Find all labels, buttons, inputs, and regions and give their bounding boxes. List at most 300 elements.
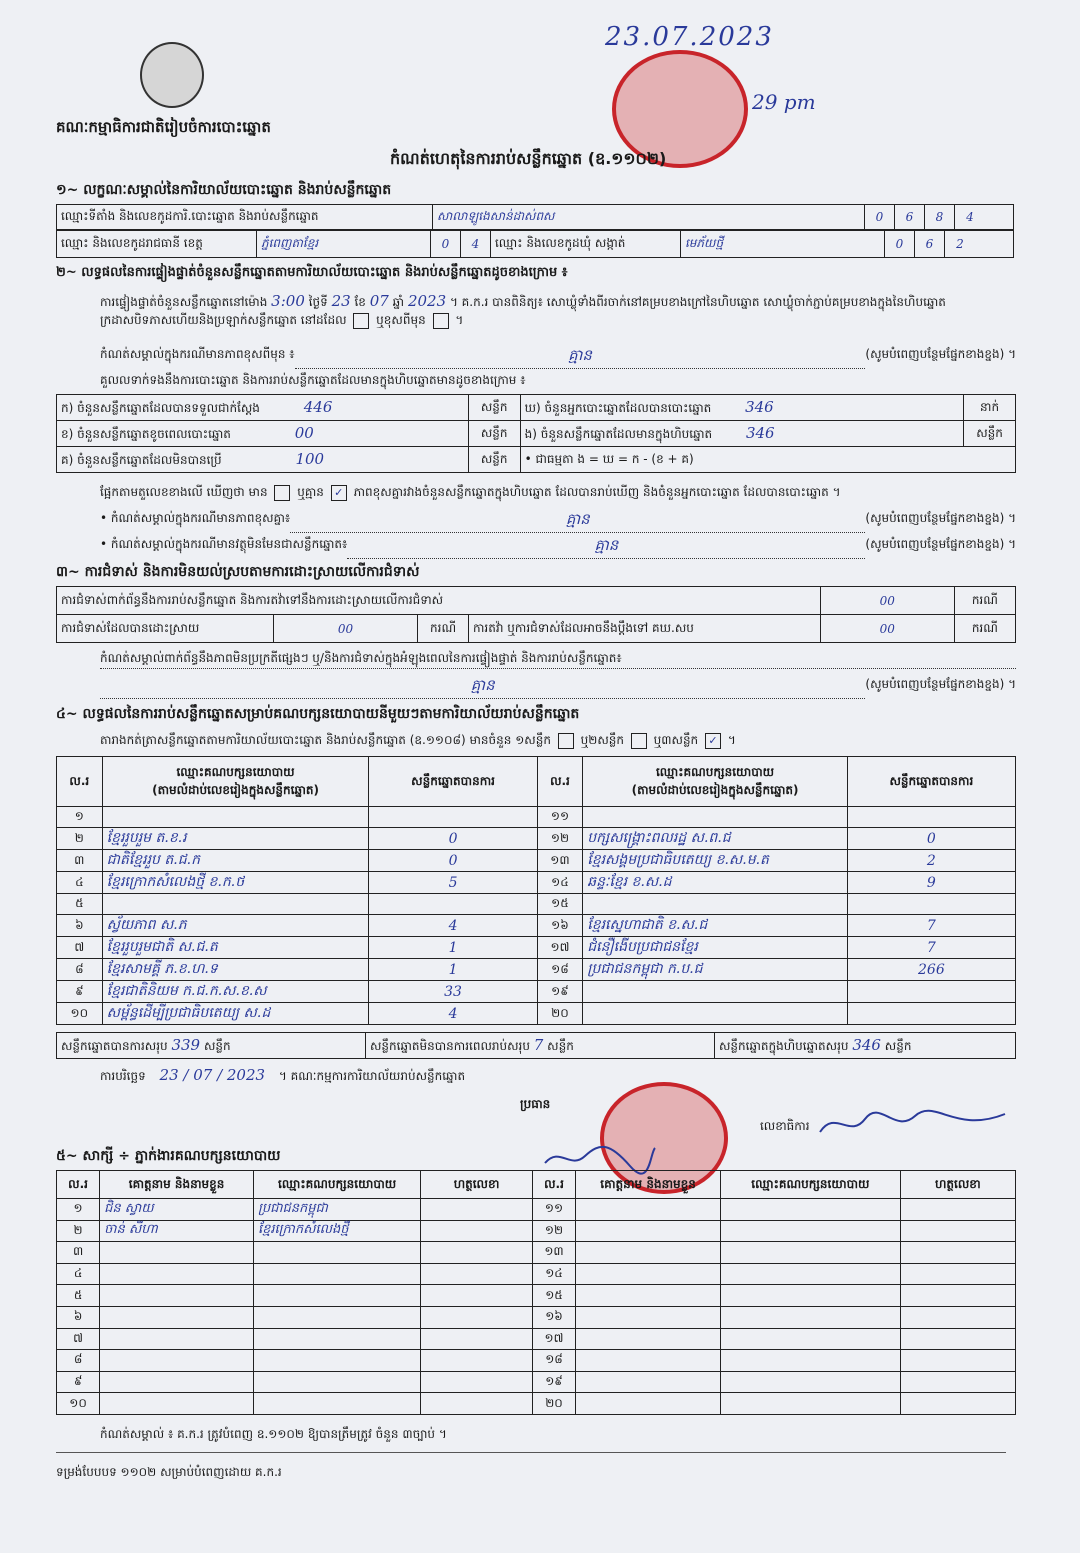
row-number: ៧ <box>57 1328 100 1350</box>
station-name: សាលាឡូងេសាន់ដាស់ពស <box>433 205 865 229</box>
committee-label: ។ គណៈកម្មការការិយាល័យរាប់សន្លឹកឆ្នោត <box>278 1069 466 1083</box>
party-name: ប្រជាជនកម្ពុជា ក.ប.ជ <box>583 959 848 981</box>
section2-heading: ២~ លទ្ធផលនៃការផ្ទៀងផ្ទាត់ចំនួនសន្លឹកឆ្នោតតាមការិយាល័យបោះឆ្នោត និងរាប់សន្លឹកឆ្នោតដូចខាងក្រោម ៖ <box>56 265 568 280</box>
witness-name: ចាន់ សីហា <box>100 1220 254 1242</box>
witness-party[interactable] <box>721 1242 901 1264</box>
witness-name <box>100 1393 254 1415</box>
witness-party <box>254 1285 421 1307</box>
row-number: ២០ <box>532 1393 575 1415</box>
verification-day: 23 <box>331 292 351 310</box>
section4-heading: ៤~ លទ្ធផលនៃការរាប់សន្លឹកឆ្នោតសម្រាប់គណបក្សនយោបាយនីមួយៗតាមការិយាល័យរាប់សន្លឹកឆ្នោត <box>56 706 580 722</box>
row-number: ១៤ <box>537 872 583 894</box>
witness-signature[interactable] <box>421 1350 533 1372</box>
witness-party: ខ្មែរក្រោកសំលេងថ្មី <box>254 1220 421 1242</box>
objection-note-value: គ្មាន <box>100 676 865 699</box>
col-votes: សន្លឹកឆ្នោតបានការ <box>847 757 1015 807</box>
witness-name[interactable] <box>576 1263 721 1285</box>
secretary-label: លេខាធិការ <box>760 1119 810 1133</box>
commune-label: ឈ្មោះ និងលេខកូដឃុំ សង្កាត់ <box>491 231 681 257</box>
witness-name <box>100 1328 254 1350</box>
table-row <box>57 421 1016 447</box>
party-name: ជាតិខ្មែររួប ត.ជ.ក <box>102 850 369 872</box>
vote-count: 9 <box>847 872 1015 894</box>
checkbox-broken[interactable] <box>433 313 449 329</box>
party-name <box>583 981 848 1003</box>
unit: ករណី <box>418 615 469 643</box>
witness-signature[interactable] <box>421 1285 533 1307</box>
party-name <box>102 807 369 828</box>
vote-count <box>847 894 1015 915</box>
nec-logo <box>140 42 204 108</box>
table-header-row <box>57 757 1016 807</box>
vote-count: 7 <box>847 915 1015 937</box>
label-or-broken: ឬខុសពីមុន <box>376 313 426 327</box>
witness-party <box>254 1242 421 1264</box>
foreign-note-value: គ្មាន <box>347 536 865 559</box>
witness-signature[interactable] <box>421 1328 533 1350</box>
row-number: ៨ <box>57 1350 100 1372</box>
witness-signature[interactable] <box>900 1306 1015 1328</box>
province-code-digit: 4 <box>461 231 491 257</box>
vote-count: 0 <box>369 828 537 850</box>
station-code-digit: 0 <box>865 205 895 229</box>
row-number: ៥ <box>57 1285 100 1307</box>
row-number: ៨ <box>57 959 103 981</box>
table-row <box>57 1003 1016 1025</box>
total-invalid-label: សន្លឹកឆ្នោតមិនបានការពេលរាប់សរុប <box>370 1038 530 1053</box>
verification-text-c: ខែ <box>354 295 366 309</box>
result-intro: គួលលទាក់ទងនឹងការបោះឆ្នោត និងការរាប់សន្លឹកឆ្នោតដែលមានក្នុងហិបឆ្នោតមានដូចខាងក្រោម ៖ <box>100 373 526 387</box>
witness-signature[interactable] <box>900 1220 1015 1242</box>
vote-count <box>847 981 1015 1003</box>
totals-table <box>56 1032 1016 1059</box>
checkbox-no-difference[interactable]: ✓ <box>331 485 347 501</box>
station-code-digit: 6 <box>895 205 925 229</box>
formula: • ជាធម្មតា ង = ឃ = ក - (ខ + គ) <box>520 447 1015 473</box>
seal-note-label: កំណត់សម្គាល់ក្នុងករណីមានភាពខុសពីមុន ៖ <box>100 347 295 361</box>
verification-time: 3:00 <box>271 292 305 310</box>
row-number: ១ <box>57 1199 100 1221</box>
total-box-label: សន្លឹកឆ្នោតក្នុងហិបឆ្នោតសរុប <box>719 1038 849 1053</box>
table-row <box>57 1220 1016 1242</box>
witness-party <box>254 1350 421 1372</box>
witness-party <box>254 1306 421 1328</box>
objection-row3-value: 00 <box>820 615 954 643</box>
row-number: ២ <box>57 828 103 850</box>
table-cell <box>57 421 469 447</box>
table-row <box>57 850 1016 872</box>
table-row <box>57 1350 1016 1372</box>
row-number: ៧ <box>57 937 103 959</box>
sheet-count-line: តារាងកត់ត្រាសន្លឹកឆ្នោតតាមការិយាល័យបោះឆ្នោត និងរាប់សន្លឹកឆ្នោត (ឧ.១១០៨) មានចំនួន ១សន្លឹក ឬ២សន្លឹក ឬ៣សន្លឹក ✓ ។ <box>100 733 736 747</box>
vote-count: 1 <box>369 937 537 959</box>
unit: សន្លឹក <box>203 1038 231 1053</box>
row-number: ១៣ <box>537 850 583 872</box>
table-row <box>57 915 1016 937</box>
col-name: គោត្តនាម និងនាមខ្លួន <box>100 1171 254 1199</box>
verification-year: 2023 <box>407 292 447 310</box>
objection-row2-label: ការជំទាស់ដែលបានដោះស្រាយ <box>57 615 274 643</box>
label-two-sheets: ឬ២សន្លឹក <box>580 733 624 747</box>
col-no: ល.រ <box>57 1171 100 1199</box>
witness-signature[interactable] <box>900 1371 1015 1393</box>
row-number: ២ <box>57 1220 100 1242</box>
witness-party <box>254 1393 421 1415</box>
row-number: ៣ <box>57 1242 100 1264</box>
table-row <box>57 1328 1016 1350</box>
col-name: គោត្តនាម និងនាមខ្លួន <box>576 1171 721 1199</box>
witness-name <box>100 1306 254 1328</box>
total-box-value: 346 <box>852 1035 881 1054</box>
witness-name <box>100 1350 254 1372</box>
party-name: ខ្មែរស្នេហាជាតិ ខ.ស.ជ <box>583 915 848 937</box>
vote-count: 4 <box>369 1003 537 1025</box>
sheet-count-intro: តារាងកត់ត្រាសន្លឹកឆ្នោតតាមការិយាល័យបោះឆ្នោត និងរាប់សន្លឹកឆ្នោត (ឧ.១១០៨) មានចំនួន ១សន្លឹក <box>100 733 551 747</box>
table-row <box>57 1033 1016 1059</box>
table-row <box>57 1393 1016 1415</box>
objection-row1-label: ការជំទាស់ពាក់ព័ន្ធនឹងការរាប់សន្លឹកឆ្នោត និងការតវ៉ាទៅនឹងការដោះស្រាយលើការជំទាស់ <box>57 587 821 615</box>
witness-party[interactable] <box>721 1220 901 1242</box>
d-label: ឃ) ចំនួនអ្នកបោះឆ្នោតដែលបានបោះឆ្នោត <box>524 400 712 415</box>
witness-name: ជិន ស្វាយ <box>100 1199 254 1221</box>
a-value: 446 <box>303 397 333 416</box>
table-cell <box>520 395 964 421</box>
commune-code-digit: 0 <box>885 231 915 257</box>
row-number: ១៤ <box>532 1263 575 1285</box>
col-party-title: ឈ្មោះគណបក្សនយោបាយ <box>176 764 295 779</box>
row-number: ១២ <box>532 1220 575 1242</box>
objection-note-line <box>100 676 1016 699</box>
fill-note: (សូមបំពេញបន្ថែមផ្នែកខាងខ្នង) ។ <box>865 677 1016 691</box>
foreign-note-label: • កំណត់សម្គាល់ក្នុងករណីមានវត្ថុមិនមែនជាសន្លឹកឆ្នោត៖ <box>100 537 348 551</box>
col-no: ល.រ <box>532 1171 575 1199</box>
witness-table <box>56 1170 1016 1415</box>
checkbox-three-sheets[interactable]: ✓ <box>705 733 721 749</box>
time-note: 29 pm <box>752 90 816 114</box>
row-number: ១៥ <box>537 894 583 915</box>
row-number: ១១ <box>532 1199 575 1221</box>
party-name: ខ្មែរសង្គមប្រជាធិបតេយ្យ ខ.ស.ម.ត <box>583 850 848 872</box>
diff-note-value: គ្មាន <box>290 510 865 533</box>
table-row <box>57 807 1016 828</box>
total-invalid-value: 7 <box>533 1035 544 1054</box>
vote-count: 7 <box>847 937 1015 959</box>
witness-name[interactable] <box>576 1199 721 1221</box>
party-name: សម្ព័ន្ធដើម្បីប្រជាធិបតេយ្យ ស.ដ <box>102 1003 369 1025</box>
witness-name <box>100 1263 254 1285</box>
witness-party <box>254 1328 421 1350</box>
verification-text: ការផ្ទៀងផ្ទាត់ចំនួនសន្លឹកឆ្នោតនៅម៉ោង 3:00 ថ្ងៃទី 23 ខែ 07 ឆ្នាំ 2023 ។ គ.ក.រ បានពិនិត្យ៖ សោឃ្លុំទាំងពីរចាក់នៅគម្របខាងក្រៅនៃហិបឆ្នោត សោឃ្លុំចាក់ភ្ជាប់គម្របខាងក្នុងនៃហិបឆ្នោត ក្រដាសបិទភាសហើយនិងប្រឡាក់សន្លឹកឆ្នោត នៅដដែល ឬខុសពីមុន ។ <box>100 292 946 327</box>
objection-note-label: កំណត់សម្គាល់ពាក់ព័ន្ធនឹងភាពមិនប្រក្រតីផ្សេងៗ ឬ/និងការជំទាស់ក្នុងអំឡុងពេលនៃការផ្ទៀងផ្ទាត់ និងការរាប់សន្លឹកឆ្នោត៖ <box>100 650 1016 669</box>
row-number: ៦ <box>57 1306 100 1328</box>
witness-signature[interactable] <box>900 1393 1015 1415</box>
row-number: ១៨ <box>532 1350 575 1372</box>
party-name: ខ្មែររួបរួមជាតិ ស.ជ.ត <box>102 937 369 959</box>
fill-note: (សូមបំពេញបន្ថែមផ្នែកខាងខ្នង) ។ <box>865 347 1016 361</box>
witness-signature[interactable] <box>421 1220 533 1242</box>
station-code-digit: 4 <box>966 210 974 224</box>
witness-party[interactable] <box>721 1371 901 1393</box>
row-number: ១៧ <box>537 937 583 959</box>
unit: ករណី <box>954 615 1015 643</box>
total-valid-value: 339 <box>171 1035 201 1054</box>
party-name: ស្វ័យភាព ស.ភ <box>102 915 369 937</box>
witness-party: ប្រជាជនកម្ពុជា <box>254 1199 421 1221</box>
party-name <box>583 807 848 828</box>
b-value: 00 <box>294 423 314 442</box>
witness-party <box>254 1263 421 1285</box>
party-name: ជំនឿងើបប្រជាជនខ្មែរ <box>583 937 848 959</box>
row-number: ៩ <box>57 1371 100 1393</box>
witness-signature[interactable] <box>421 1306 533 1328</box>
table-row <box>57 1306 1016 1328</box>
objection-row2-value: 00 <box>273 615 417 643</box>
c-label: គ) ចំនួនសន្លឹកឆ្នោតដែលមិនបានប្រើ <box>61 452 222 467</box>
witness-party[interactable] <box>721 1393 901 1415</box>
witness-signature[interactable] <box>421 1263 533 1285</box>
verification-text-d: ឆ្នាំ <box>392 295 405 309</box>
form-note: ទម្រង់បែបបទ ១១០២ សម្រាប់បំពេញដោយ គ.ក.រ <box>56 1465 282 1479</box>
row-number: ១០ <box>57 1003 103 1025</box>
vote-count: 2 <box>847 850 1015 872</box>
vote-count: 266 <box>847 959 1015 981</box>
table-cell <box>57 395 469 421</box>
row-number: ១៣ <box>532 1242 575 1264</box>
unit: សន្លឹក <box>468 395 520 421</box>
party-results-table <box>56 756 1016 1025</box>
party-name <box>583 1003 848 1025</box>
fill-note: (សូមបំពេញបន្ថែមផ្នែកខាងខ្នង) ។ <box>865 537 1016 551</box>
party-name: ខ្មែរជាតិនិយម ក.ជ.ក.ស.ខ.ស <box>102 981 369 1003</box>
verification-text-b: ថ្ងៃទី <box>308 295 328 309</box>
col-no: ល.រ <box>57 757 103 807</box>
witness-signature[interactable] <box>900 1350 1015 1372</box>
unit: សន្លឹក <box>964 421 1016 447</box>
unit: សន្លឹក <box>468 447 520 473</box>
witness-signature[interactable] <box>421 1371 533 1393</box>
witness-name[interactable] <box>576 1371 721 1393</box>
vote-count: 33 <box>369 981 537 1003</box>
table-row <box>57 587 1016 615</box>
vote-count <box>847 1003 1015 1025</box>
foreign-note-line <box>100 536 1016 559</box>
form-title: កំណត់ហេតុនៃការរាប់សន្លឹកឆ្នោត (ឧ.១១០២) <box>390 149 667 168</box>
vote-count <box>847 807 1015 828</box>
unit: សន្លឹក <box>884 1038 912 1053</box>
table-row <box>57 959 1016 981</box>
station-label: ឈ្មោះទីតាំង និងលេខកូដការិ.បោះឆ្នោត និងរាប់សន្លឹកឆ្នោត <box>57 205 433 229</box>
unit: សន្លឹក <box>547 1038 574 1053</box>
row-number: ៩ <box>57 981 103 1003</box>
witness-signature[interactable] <box>900 1263 1015 1285</box>
row-number: ១១ <box>537 807 583 828</box>
witness-party[interactable] <box>721 1263 901 1285</box>
witness-signature[interactable] <box>900 1242 1015 1264</box>
table-row <box>57 1263 1016 1285</box>
checkbox-one-sheet[interactable] <box>558 733 574 749</box>
checkbox-has-difference[interactable] <box>274 485 290 501</box>
a-label: ក) ចំនួនសន្លឹកឆ្នោតដែលបានទទួលជាក់ស្តែង <box>61 400 260 415</box>
witness-signature[interactable] <box>900 1199 1015 1221</box>
table-row <box>57 1242 1016 1264</box>
province-label: ឈ្មោះ និងលេខកូដរាជធានី ខេត្ត <box>57 231 257 257</box>
party-name <box>102 894 369 915</box>
witness-name <box>100 1371 254 1393</box>
checkbox-unchanged[interactable] <box>353 313 369 329</box>
diff-note-label: • កំណត់សម្គាល់ក្នុងករណីមានភាពខុសគ្នា៖ <box>100 511 291 525</box>
station-row <box>56 204 1014 230</box>
objection-table <box>56 586 1016 643</box>
c-value: 100 <box>295 449 325 468</box>
footer-divider <box>56 1452 1006 1453</box>
section1-heading: ១~ លក្ខណៈសម្គាល់នៃការិយាល័យបោះឆ្នោត និងរាប់សន្លឹកឆ្នោត <box>56 182 392 198</box>
table-cell <box>520 421 964 447</box>
check-line-b: ឬគ្មាន <box>297 485 324 499</box>
made-at-label: ការបរិច្ឆេទ <box>100 1069 146 1083</box>
row-number: ១៥ <box>532 1285 575 1307</box>
province-name: ភ្នំពេញតាខ្មែរ <box>257 231 431 257</box>
table-row <box>57 872 1016 894</box>
witness-name[interactable] <box>576 1220 721 1242</box>
table-header-row <box>57 1171 1016 1199</box>
table-row <box>57 447 1016 473</box>
table-cell <box>57 447 469 473</box>
label-three-sheets: ឬ៣សន្លឹក <box>653 733 699 747</box>
party-name: ខ្មែរសាមគ្គី ភ.ខ.ហ.ទ <box>102 959 369 981</box>
d-value: 346 <box>745 397 774 416</box>
row-number: ៣ <box>57 850 103 872</box>
witness-name[interactable] <box>576 1306 721 1328</box>
witness-name[interactable] <box>576 1328 721 1350</box>
witness-signature[interactable] <box>421 1393 533 1415</box>
diff-note-line <box>100 510 1016 533</box>
unit: នាក់ <box>964 395 1016 421</box>
party-name: ខ្មែរក្រោកសំលេងថ្មី ខ.ក.ថ <box>102 872 369 894</box>
e-value: 346 <box>745 423 775 442</box>
witness-party[interactable] <box>721 1285 901 1307</box>
col-party-sub: (តាមលំដាប់លេខរៀងក្នុងសន្លឹកឆ្នោត) <box>631 782 799 797</box>
party-name: ខ្មែររួបរួម ត.ខ.រ <box>102 828 369 850</box>
objection-row1-value: 00 <box>820 587 954 615</box>
row-number: ១៦ <box>532 1306 575 1328</box>
e-label: ង) ចំនួនសន្លឹកឆ្នោតដែលមានក្នុងហិបឆ្នោត <box>524 426 713 441</box>
witness-signature[interactable] <box>900 1285 1015 1307</box>
row-number: ១២ <box>537 828 583 850</box>
row-number: ៥ <box>57 894 103 915</box>
date-stamp: 23.07.2023 <box>605 22 774 52</box>
verification-text-e: ។ គ.ក.រ បានពិនិត្យ៖ សោឃ្លុំទាំងពីរចាក់នៅគម្របខាងក្រៅនៃហិបឆ្នោត សោឃ្លុំចាក់ភ្ជាប់គម្របខាងក្នុងនៃហិបឆ្នោត ក្រដាសបិទភាសហើយនិងប្រឡាក់សន្លឹកឆ្នោត នៅដដែល <box>100 295 946 327</box>
col-party-title: ឈ្មោះគណបក្សនយោបាយ <box>655 764 775 779</box>
row-number: ១៨ <box>537 959 583 981</box>
col-party: ឈ្មោះគណបក្សនយោបាយ <box>721 1171 901 1199</box>
checkbox-two-sheets[interactable] <box>631 733 647 749</box>
vote-count: 5 <box>369 872 537 894</box>
section5-footnote: កំណត់សម្គាល់ ៖ គ.ក.រ ត្រូវបំពេញ ឧ.១១០២ ឱ្យបានត្រឹមត្រូវ ចំនួន ៣ច្បាប់ ។ <box>100 1427 447 1441</box>
witness-name <box>100 1242 254 1264</box>
table-row <box>57 615 1016 643</box>
row-number: ៦ <box>57 915 103 937</box>
col-votes: សន្លឹកឆ្នោតបានការ <box>369 757 537 807</box>
secretary-signature <box>815 1104 1015 1144</box>
chair-label: ប្រធាន <box>520 1097 551 1111</box>
party-name: ឆន្ទៈខ្មែរ ខ.ស.ដ <box>583 872 848 894</box>
seal-note-line <box>100 346 1016 369</box>
col-party-sub: (តាមលំដាប់លេខរៀងក្នុងសន្លឹកឆ្នោត) <box>152 782 319 797</box>
witness-name[interactable] <box>576 1285 721 1307</box>
station-code-digit: 8 <box>925 205 955 229</box>
witness-party[interactable] <box>721 1328 901 1350</box>
total-box-cell <box>715 1033 1016 1059</box>
witness-party[interactable] <box>721 1306 901 1328</box>
table-row <box>57 1285 1016 1307</box>
vote-count <box>369 807 537 828</box>
seal-note-value: គ្មាន <box>295 346 866 369</box>
row-number: ១ <box>57 807 103 828</box>
col-no: ល.រ <box>537 757 583 807</box>
row-number: ៤ <box>57 1263 100 1285</box>
table-row <box>57 894 1016 915</box>
witness-name[interactable] <box>576 1242 721 1264</box>
row-number: ១០ <box>57 1393 100 1415</box>
party-rows <box>57 807 1016 1025</box>
witness-signature[interactable] <box>421 1199 533 1221</box>
table-row <box>57 1371 1016 1393</box>
row-number: ២០ <box>537 1003 583 1025</box>
witness-rows <box>57 1199 1016 1415</box>
made-at-date: 23 / 07 / 2023 <box>159 1066 266 1084</box>
row-number: ៤ <box>57 872 103 894</box>
check-line-a: ផ្អែកតាមតួលេខខាងលើ ឃើញថា មាន <box>100 485 268 499</box>
difference-check-line <box>100 484 1016 502</box>
fill-note: (សូមបំពេញបន្ថែមផ្នែកខាងខ្នង) ។ <box>865 511 1016 525</box>
row-number: ១៦ <box>537 915 583 937</box>
total-valid-label: សន្លឹកឆ្នោតបានការសរុប <box>61 1038 168 1053</box>
witness-name[interactable] <box>576 1393 721 1415</box>
made-at-line <box>100 1066 465 1086</box>
vote-count: 0 <box>847 828 1015 850</box>
witness-party[interactable] <box>721 1199 901 1221</box>
party-name: បក្សសង្គ្រោះពលរដ្ឋ ស.ព.ជ <box>583 828 848 850</box>
col-party: ឈ្មោះគណបក្សនយោបាយ <box>254 1171 421 1199</box>
witness-name[interactable] <box>576 1350 721 1372</box>
table-row <box>57 395 1016 421</box>
unit: ករណី <box>954 587 1015 615</box>
table-row <box>57 828 1016 850</box>
table-row <box>57 937 1016 959</box>
col-sign: ហត្ថលេខា <box>900 1171 1015 1199</box>
witness-name <box>100 1285 254 1307</box>
check-line-c: ភាពខុសគ្នារវាងចំនួនសន្លឹកឆ្នោតក្នុងហិបឆ្នោត ដែលបានរាប់ឃើញ និងចំនួនអ្នកបោះឆ្នោត ដែលបានបោះឆ្នោត ។ <box>353 485 841 499</box>
commune-code-digit: 2 <box>956 237 964 251</box>
total-valid-cell <box>57 1033 366 1059</box>
witness-signature[interactable] <box>900 1328 1015 1350</box>
verification-month: 07 <box>369 292 389 310</box>
section3-heading: ៣~ ការជំទាស់ និងការមិនយល់ស្របតាមការដោះស្រាយលើការជំទាស់ <box>56 564 420 580</box>
col-sign: ហត្ថលេខា <box>421 1171 533 1199</box>
commune-code-digit: 6 <box>915 231 945 257</box>
b-label: ខ) ចំនួនសន្លឹកឆ្នោតខូចពេលបោះឆ្នោត <box>61 426 231 441</box>
total-invalid-cell <box>366 1033 715 1059</box>
verification-text-a: ការផ្ទៀងផ្ទាត់ចំនួនសន្លឹកឆ្នោតនៅម៉ោង <box>100 295 268 309</box>
commune-name: មេភ័យថ្មី <box>681 231 885 257</box>
unit: សន្លឹក <box>468 421 520 447</box>
vote-count: 0 <box>369 850 537 872</box>
row-number: ១៩ <box>532 1371 575 1393</box>
witness-signature[interactable] <box>421 1242 533 1264</box>
row-number: ១៩ <box>537 981 583 1003</box>
witness-party[interactable] <box>721 1350 901 1372</box>
vote-count <box>369 894 537 915</box>
